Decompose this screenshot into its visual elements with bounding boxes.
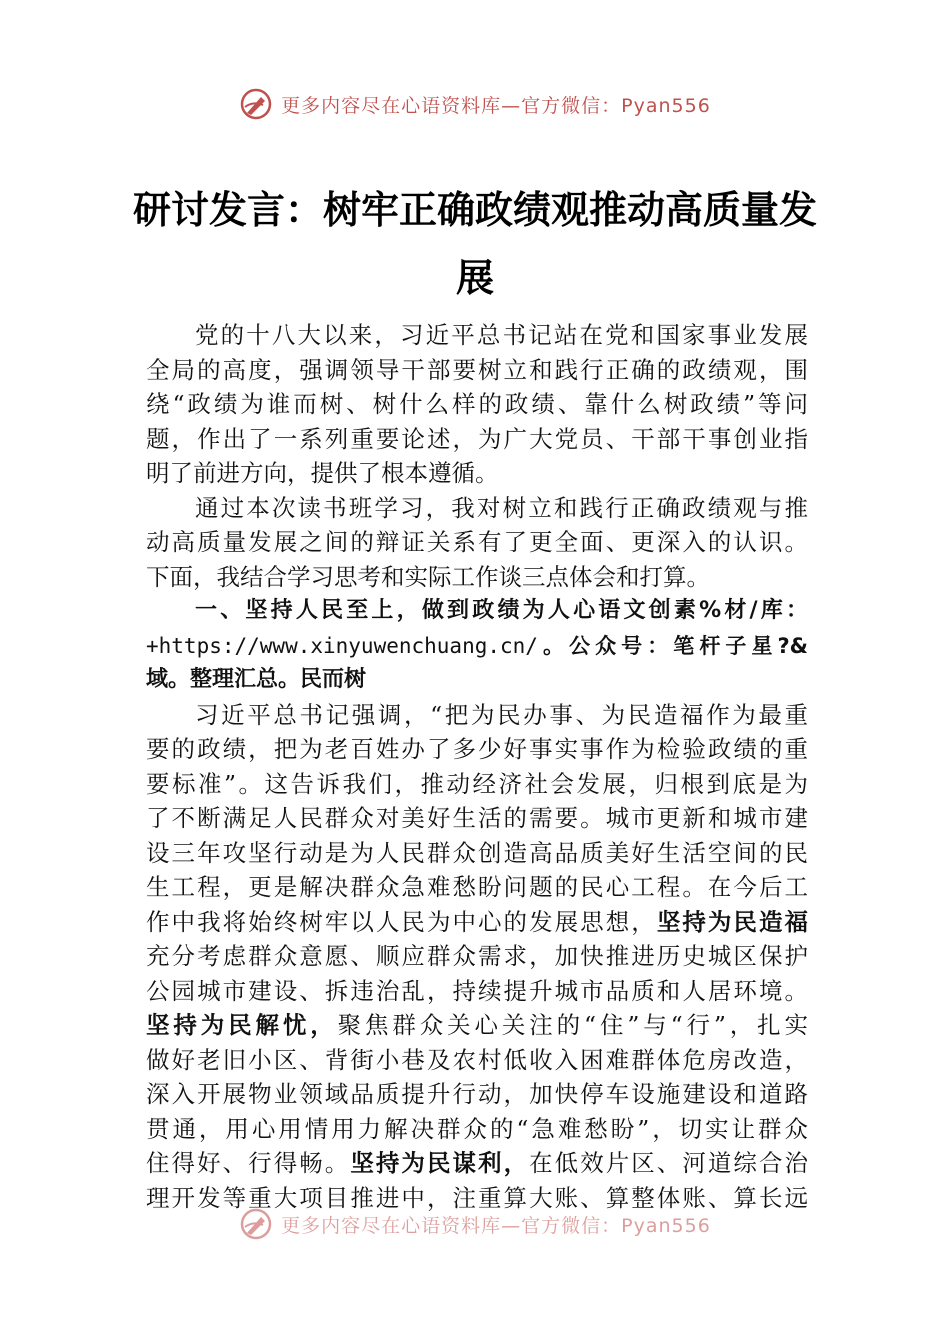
text-line: 充分考虑群众意愿、顺应群众需求，加快推进历史城区保护 xyxy=(146,942,808,970)
document-title-line-1: 研讨发言：树牢正确政绩观推动高质量发 xyxy=(132,187,817,232)
heading-line-url xyxy=(146,629,808,664)
text-line: 生工程，更是解决群众急难愁盼问题的民心工程。在今后工 xyxy=(146,873,808,901)
text-line: 贯通，用心用情用力解决群众的“急难愁盼”，切实让群众 xyxy=(146,1114,808,1143)
paragraph-people-first xyxy=(146,698,808,1216)
text-line: 做好老旧小区、背街小巷及农村低收入困难群体危房改造， xyxy=(146,1045,808,1074)
text-line: 绕“政绩为谁而树、树什么样的政绩、靠什么树政绩”等问 xyxy=(146,390,808,418)
bold-phrase: 坚持为民解忧， xyxy=(146,1011,338,1039)
text-segment: 作中我将始终树牢以人民为中心的发展思想， xyxy=(146,907,657,936)
watermark-banner-bottom xyxy=(0,1204,950,1244)
text-line xyxy=(146,1008,808,1043)
text-line: 下面，我结合学习思考和实际工作谈三点体会和打算。 xyxy=(146,562,710,591)
pen-nib-logo-icon xyxy=(239,87,273,121)
text-line xyxy=(146,1146,808,1181)
watermark-banner-top xyxy=(0,84,950,124)
bold-phrase: 坚持为民谋利， xyxy=(350,1149,530,1177)
document-body xyxy=(146,318,808,1215)
text-segment: 在低效片区、河道综合治 xyxy=(529,1149,808,1177)
text-line: 了不断满足人民群众对美好生活的需要。城市更新和城市建 xyxy=(146,804,808,832)
text-line: 明了前进方向，提供了根本遵循。 xyxy=(146,459,499,487)
heading-url-suffix: 。公众号：笔杆子星?& xyxy=(537,633,808,658)
text-line: 公园城市建设、拆违治乱，持续提升城市品质和人居环境。 xyxy=(146,976,808,1005)
text-line: 理开发等重大项目推进中，注重算大账、算整体账、算长远 xyxy=(146,1183,808,1212)
text-line: 要的政绩，把为老百姓办了多少好事实事作为检验政绩的重 xyxy=(146,735,808,763)
paragraph-study xyxy=(146,491,808,595)
watermark-text: 更多内容尽在心语资料库—官方微信：Pyan556 xyxy=(281,1214,711,1237)
heading-line: 域。整理汇总。民而树 xyxy=(146,667,367,692)
heading-line: 一、坚持人民至上，做到政绩为人心语文创素%材/库： xyxy=(195,598,808,623)
text-line: 全局的高度，强调领导干部要树立和践行正确的政绩观，围 xyxy=(146,355,808,384)
pen-nib-logo-icon xyxy=(239,1207,273,1241)
text-line: 题，作出了一系列重要论述，为广大党员、干部干事创业指 xyxy=(146,424,808,453)
text-line: 动高质量发展之间的辩证关系有了更全面、更深入的认识。 xyxy=(146,528,808,556)
section-heading-1 xyxy=(146,594,808,698)
text-line: 党的十八大以来，习近平总书记站在党和国家事业发展 xyxy=(195,321,808,349)
text-line: 深入开展物业领域品质提升行动，加快停车设施建设和道路 xyxy=(146,1080,808,1108)
heading-url-text: +https://www.xinyuwenchuang.cn/ xyxy=(146,633,538,658)
text-line xyxy=(146,905,808,940)
text-segment: 住得好、行得畅。 xyxy=(146,1149,351,1177)
text-line: 通过本次读书班学习，我对树立和践行正确政绩观与推 xyxy=(195,493,808,522)
watermark-text: 更多内容尽在心语资料库—官方微信：Pyan556 xyxy=(281,94,711,117)
bold-phrase: 坚持为民造福 xyxy=(656,907,808,936)
document-title-line-2: 展 xyxy=(455,255,494,300)
text-line: 要标准”。这告诉我们，推动经济社会发展，归根到底是为 xyxy=(146,769,808,798)
paragraph-intro xyxy=(146,318,808,491)
text-segment: 聚焦群众关心关注的“住”与“行”，扎实 xyxy=(337,1011,808,1039)
text-line: 习近平总书记强调，“把为民办事、为民造福作为最重 xyxy=(195,700,808,729)
text-line: 设三年攻坚行动是为人民群众创造高品质美好生活空间的民 xyxy=(146,838,808,867)
